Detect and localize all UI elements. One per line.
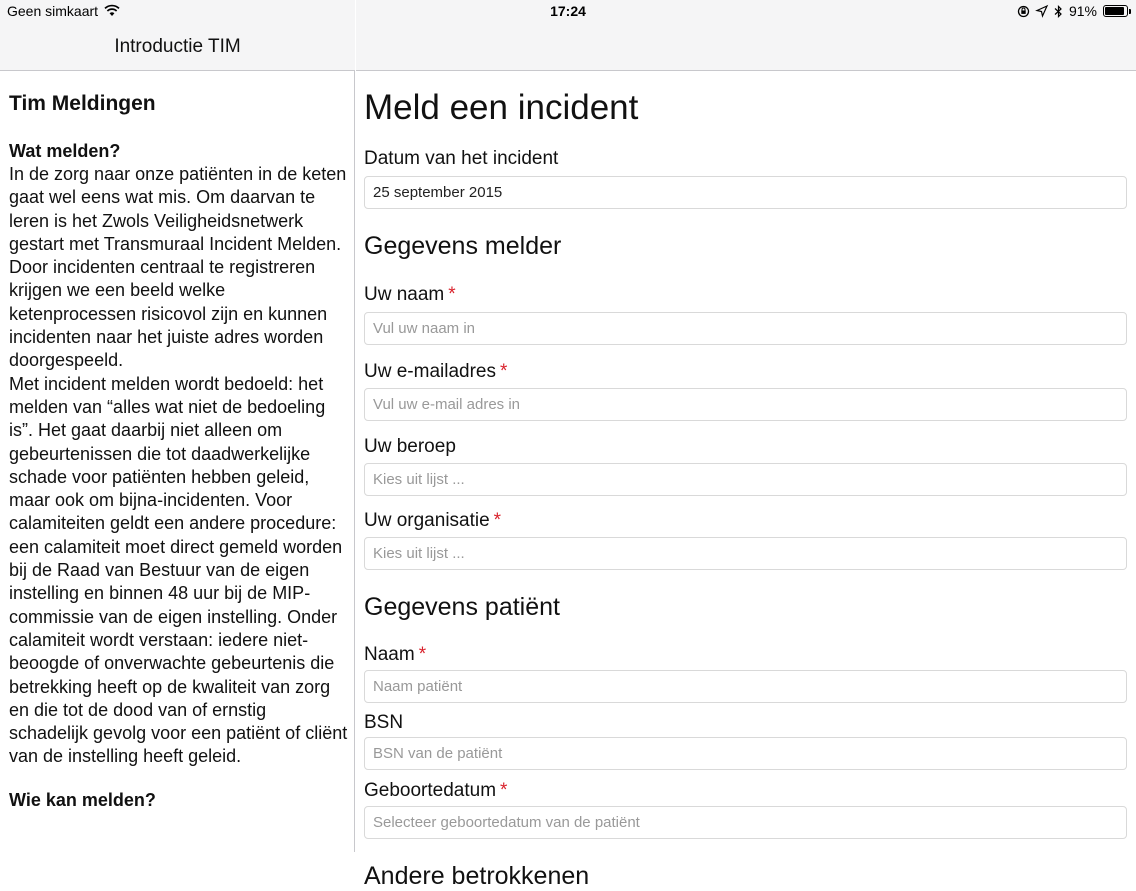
patient-name-input[interactable]: Naam patiënt <box>364 670 1127 703</box>
required-marker: * <box>448 284 456 305</box>
profession-label: Uw beroep <box>364 436 456 457</box>
intro-text-scroll[interactable] <box>9 92 349 810</box>
intro-paragraph-2: Met incident melden wordt bedoeld: het melden van “alles wat niet de bedoeling is”. Het gaat daarbij niet alleen om gebeurtenissen die tot daadwerkelijke schade voor patiënten hebben geleid, maar ook om bijna-incidenten. Voor calamiteiten geldt een andere procedure: een calamiteit moet direct gemeld worden bij de Raad van Bestuur van de eigen instelling en binnen 48 uur bij de MIP-commissie van de eigen instelling. Onder calamiteit wordt verstaan: iedere niet-beoogde of onverwachte gebeurtenis die betrekking heeft op de kwaliteit van zorg en die tot de dood van of ernstig schadelijk gevolg voor een patiënt of cliënt van de instelling heeft geleid. <box>9 373 348 767</box>
name-input[interactable]: Vul uw naam in <box>364 312 1127 345</box>
section-others-title: Andere betrokkenen <box>364 862 590 890</box>
status-right <box>1017 3 1128 19</box>
required-marker: * <box>500 780 508 801</box>
battery-level <box>1105 7 1124 15</box>
location-arrow-icon <box>1036 5 1048 17</box>
bsn-input[interactable]: BSN van de patiënt <box>364 737 1127 770</box>
section-patient-title: Gegevens patiënt <box>364 593 560 621</box>
required-marker: * <box>418 644 427 665</box>
intro-paragraph-1: In de zorg naar onze patiënten in de keten gaat wel eens wat mis. Om daarvan te leren is het Zwols Veiligheidsnetwerk gestart met Transmuraal Incident Melden. Door incidenten centraal te registreren krijgen we een beeld welke ketenprocessen risicovol zijn en kunnen incidenten naar het juiste adres worden doorgespeeld. <box>9 164 347 371</box>
date-label: Datum van het incident <box>364 148 559 169</box>
required-marker: * <box>493 510 502 531</box>
patient-name-label: Naam * <box>364 644 427 665</box>
bluetooth-icon <box>1054 5 1063 18</box>
profession-select[interactable]: Kies uit lijst ... <box>364 463 1127 496</box>
lock-rotation-icon <box>1017 5 1030 18</box>
birthdate-label: Geboortedatum * <box>364 780 508 801</box>
intro-subheading-who: Wie kan melden? <box>9 789 156 810</box>
incident-form <box>364 84 1127 891</box>
carrier-label: Geen simkaart <box>7 3 99 19</box>
date-field[interactable]: 25 september 2015 <box>364 176 1127 209</box>
bsn-label: BSN <box>364 712 404 733</box>
status-bar <box>0 0 1136 22</box>
organisation-label: Uw organisatie * <box>364 510 502 531</box>
clock: 17:24 <box>550 3 586 19</box>
section-reporter-title: Gegevens melder <box>364 232 562 260</box>
required-marker: * <box>499 361 508 382</box>
name-label: Uw naam * <box>364 284 456 305</box>
form-title: Meld een incident <box>364 88 639 127</box>
left-nav-title: Introductie TIM <box>114 36 241 57</box>
intro-heading: Tim Meldingen <box>9 92 156 115</box>
email-label: Uw e-mailadres * <box>364 361 508 382</box>
birthdate-input[interactable]: Selecteer geboortedatum van de patiënt <box>364 806 1127 839</box>
master-pane <box>0 0 355 852</box>
battery-percent: 91% <box>1068 3 1097 19</box>
email-input[interactable]: Vul uw e-mail adres in <box>364 388 1127 421</box>
organisation-select[interactable]: Kies uit lijst ... <box>364 537 1127 570</box>
intro-subheading-what: Wat melden? <box>9 141 121 161</box>
battery-icon <box>1103 5 1128 17</box>
